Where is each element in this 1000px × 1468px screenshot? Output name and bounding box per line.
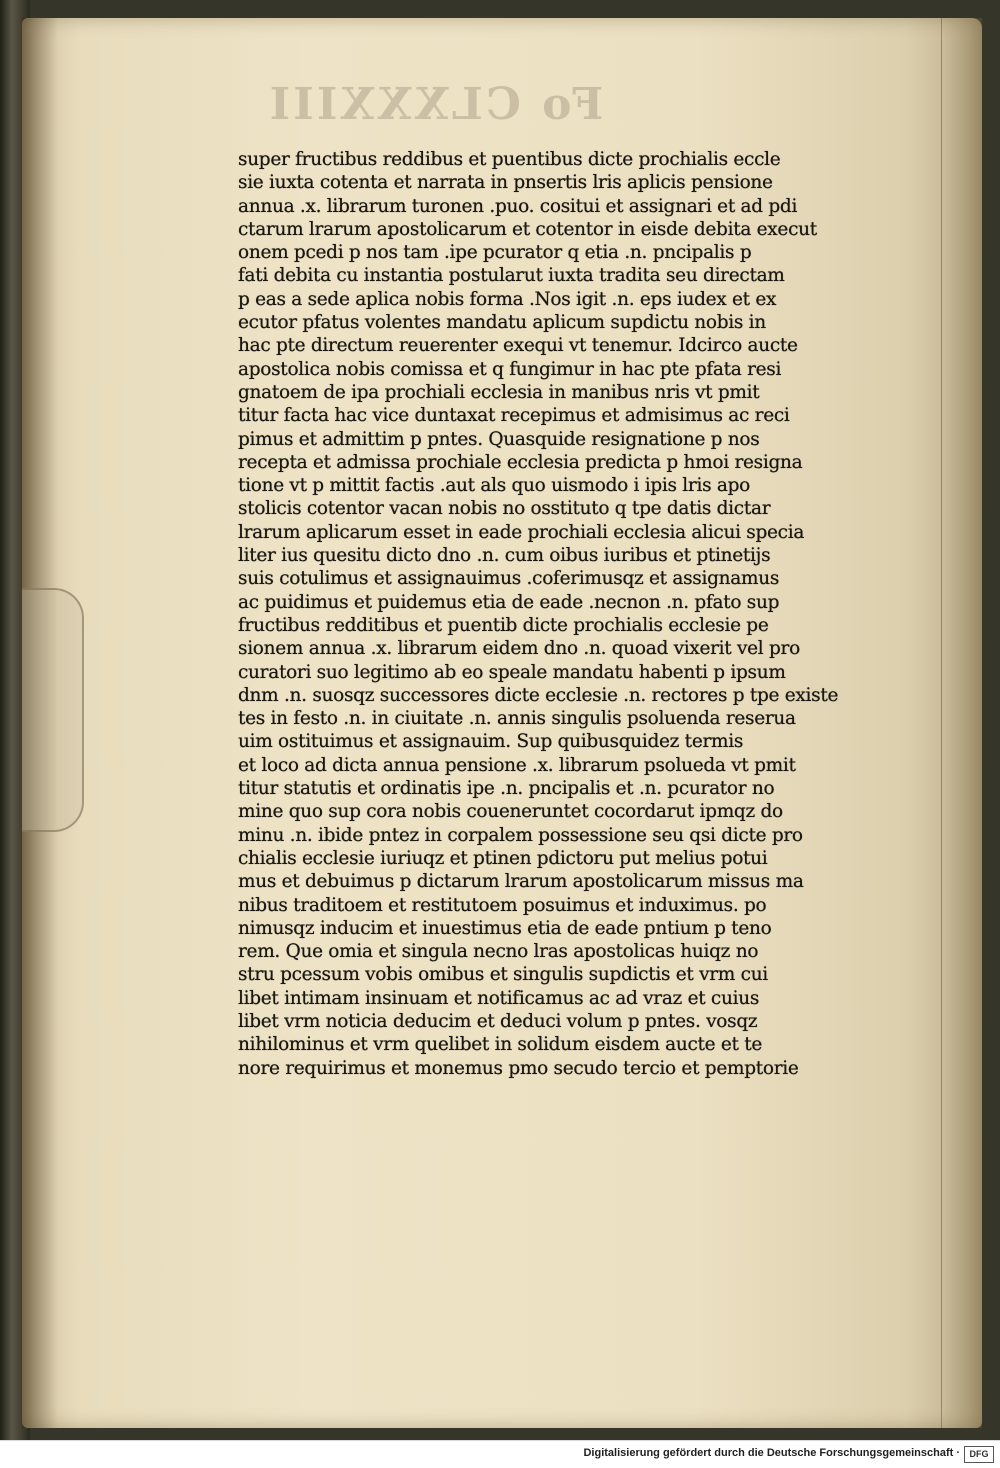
text-line: lrarum aplicarum esset in eade prochiali ecclesia alicui specia: [238, 521, 805, 543]
text-line: ctarum lrarum apostolicarum et cotentor in eisde debita execut: [238, 218, 817, 240]
text-line: stolicis cotentor vacan nobis no osstituto q tpe datis dictar: [238, 498, 771, 520]
text-line: curatori suo legitimo ab eo speale mandatu habenti p ipsum: [238, 661, 786, 683]
text-line: fructibus redditibus et puentib dicte prochialis ecclesie pe: [238, 614, 769, 636]
text-line: fati debita cu instantia postularut iuxta tradita seu directam: [238, 265, 785, 287]
text-line: ecutor pfatus volentes mandatu aplicum supdictu nobis in: [238, 312, 766, 334]
text-line: rem. Que omia et singula necno lras apostolicas huiqz no: [238, 941, 759, 963]
text-line: super fructibus reddibus et puentibus dicte prochialis eccle: [238, 149, 781, 170]
text-line: hac pte directum reuerenter exequi vt tenemur. Idcirco aucte: [238, 335, 798, 357]
text-line: stru pcessum vobis omibus et singulis supdictis et vrm cui: [238, 964, 768, 986]
text-line: apostolica nobis comissa et q fungimur in hac pte pfata resi: [238, 358, 782, 380]
funding-credit: Digitalisierung gefördert durch die Deutsche Forschungsgemeinschaft ·: [583, 1447, 960, 1459]
text-line: suis cotulimus et assignauimus .coferimusqz et assignamus: [238, 568, 780, 590]
text-line: minu .n. ibide pntez in corpalem possessione seu qsi dicte pro: [238, 824, 803, 846]
text-block: [238, 148, 886, 1080]
text-line: sionem annua .x. librarum eidem dno .n. quoad vixerit vel pro: [238, 638, 800, 660]
text-line: onem pcedi p nos tam .ipe pcurator q etia .n. pncipalis p: [238, 242, 752, 264]
text-line: recepta et admissa prochiale ecclesia predicta p hmoi resigna: [238, 451, 803, 473]
text-line: titur facta hac vice duntaxat recepimus et admisimus ac reci: [238, 405, 790, 427]
text-line: et loco ad dicta annua pensione .x. librarum psolueda vt pmit: [238, 754, 796, 776]
text-line: libet vrm noticia deducim et deduci volum p pntes. vosqz: [238, 1010, 758, 1032]
text-line: dnm .n. suosqz successores dicte ecclesie .n. rectores p tpe existe: [238, 684, 839, 706]
text-line: liter ius quesitu dicto dno .n. cum oibus iuribus et ptinetijs: [238, 545, 771, 567]
text-line: mus et debuimus p dictarum lrarum apostolicarum missus ma: [238, 871, 804, 893]
text-line: nihilominus et vrm quelibet in solidum eisdem aucte et te: [238, 1034, 763, 1056]
text-line: pimus et admittim p pntes. Quasquide resignatione p nos: [238, 428, 760, 450]
text-line: p eas a sede aplica nobis forma .Nos igit .n. eps iudex et ex: [238, 288, 777, 310]
text-line: nibus traditoem et restitutoem posuimus et induximus. po: [238, 894, 767, 916]
text-line: libet intimam insinuam et notificamus ac ad vraz et cuius: [238, 987, 760, 1009]
text-line: nore requirimus et monemus pmo secudo tercio et pemptorie: [238, 1057, 799, 1079]
text-line: annua .x. librarum turonen .puo. cositui et assignari et ad pdi: [238, 195, 798, 217]
dfg-logo: DFG: [964, 1446, 994, 1463]
text-line: titur statutis et ordinatis ipe .n. pncipalis et .n. pcurator no: [238, 778, 775, 800]
text-line: ac puidimus et puidemus etia de eade .necnon .n. pfato sup: [238, 591, 780, 613]
text-line: tes in festo .n. in ciuitate .n. annis singulis psoluenda reserua: [238, 708, 796, 730]
text-line: tione vt p mittit factis .aut als quo uismodo i ipis lris apo: [238, 475, 750, 497]
mirrored-foliation: Fo CLXXXIII: [266, 79, 604, 130]
text-line: gnatoem de ipa prochiali ecclesia in manibus nris vt pmit: [238, 381, 760, 403]
text-line: nimusqz inducim et inuestimus etia de eade pntium p teno: [238, 917, 772, 939]
footer-bar: [0, 1440, 1000, 1468]
page-fold: [941, 18, 982, 1428]
text-line: sie iuxta cotenta et narrata in pnsertis lris aplicis pensione: [238, 172, 773, 194]
text-line: mine quo sup cora nobis coueneruntet cocordarut ipmqz do: [238, 801, 783, 823]
text-line: chialis ecclesie iuriuqz et ptinen pdictoru put melius potui: [238, 847, 768, 869]
text-line: uim ostituimus et assignauim. Sup quibusquidez termis: [238, 731, 744, 753]
page-clamp: [22, 588, 84, 832]
